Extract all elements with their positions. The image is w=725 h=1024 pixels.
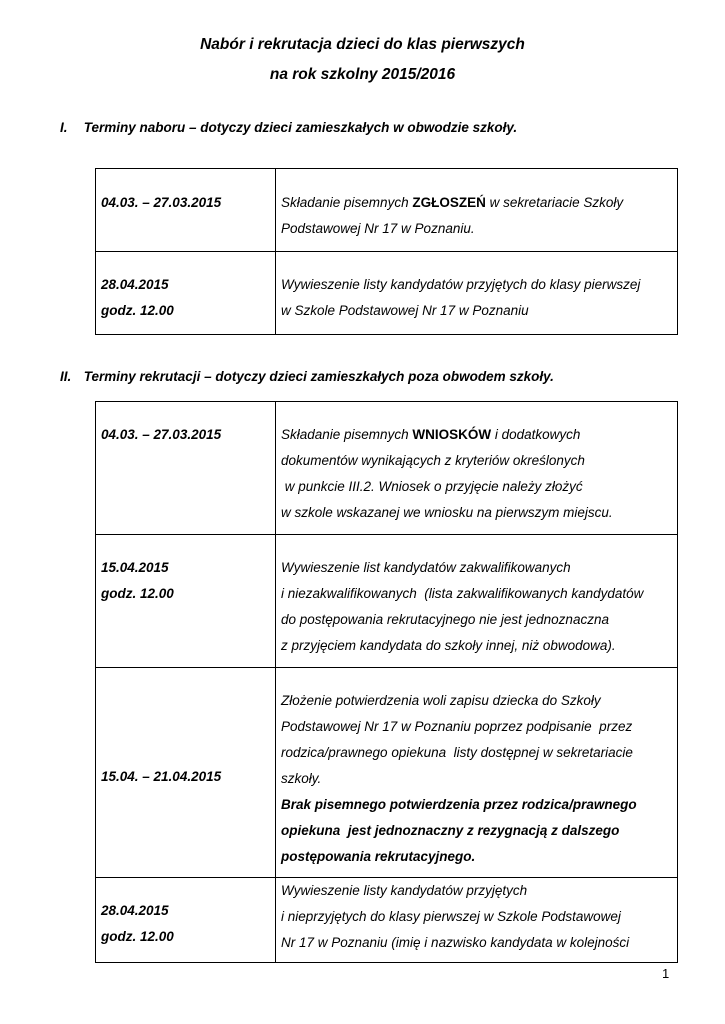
time: godz. 12.00	[101, 586, 174, 601]
date-cell	[96, 668, 276, 878]
date-range: 04.03. – 27.03.2015	[101, 427, 222, 442]
table-row	[96, 535, 678, 668]
document-title-line2: na rok szkolny 2015/2016	[269, 66, 456, 83]
date-range: 15.04. – 21.04.2015	[101, 769, 222, 784]
description-line: w szkole wskazanej we wniosku na pierwszym miejscu.	[281, 505, 613, 520]
section-1-heading	[60, 120, 517, 135]
description-line: Wywieszenie listy kandydatów przyjętych do klasy pierwszej	[281, 277, 641, 292]
section-2-heading	[60, 369, 554, 384]
section-2-number: II.	[60, 369, 72, 384]
table-row	[96, 252, 678, 335]
description-text: Składanie pisemnych	[281, 427, 413, 442]
date-cell	[96, 402, 276, 535]
description-cell	[276, 402, 678, 535]
description-cell	[276, 252, 678, 335]
description-text: i dodatkowych	[491, 427, 581, 442]
description-cell	[276, 878, 678, 963]
date-cell	[96, 878, 276, 963]
description-line: Nr 17 w Poznaniu (imię i nazwisko kandydata w kolejności	[281, 935, 630, 950]
table-row	[96, 668, 678, 878]
date-cell	[96, 535, 276, 668]
description-line: dokumentów wynikających z kryteriów określonych	[281, 453, 585, 468]
section-2-heading-text: Terminy rekrutacji – dotyczy dzieci zamieszkałych poza obwodem szkoły.	[83, 369, 554, 384]
date-range: 04.03. – 27.03.2015	[101, 195, 222, 210]
page-number: 1	[662, 966, 670, 981]
description-line: z przyjęciem kandydata do szkoły innej, niż obwodowa).	[281, 638, 616, 653]
description-text: w sekretariacie Szkoły	[485, 195, 624, 210]
description-line: w punkcie III.2. Wniosek o przyjęcie należy złożyć	[281, 479, 583, 494]
description-line: do postępowania rekrutacyjnego nie jest jednoznaczna	[281, 612, 609, 627]
time: godz. 12.00	[101, 303, 174, 318]
recruitment-terms-table-1	[95, 168, 678, 335]
description-line: w Szkole Podstawowej Nr 17 w Poznaniu	[281, 303, 529, 318]
warning-line: postępowania rekrutacyjnego.	[281, 849, 476, 864]
date: 28.04.2015	[101, 903, 169, 918]
table-row	[96, 402, 678, 535]
description-line: Podstawowej Nr 17 w Poznaniu poprzez podpisanie przez	[281, 719, 633, 734]
description-line: szkoły.	[281, 771, 322, 786]
description-line: Podstawowej Nr 17 w Poznaniu.	[281, 221, 475, 236]
description-line	[281, 422, 673, 448]
description-cell	[276, 535, 678, 668]
description-emphasis: WNIOSKÓW	[412, 427, 492, 442]
description-line: i niezakwalifikowanych (lista zakwalifikowanych kandydatów	[281, 586, 644, 601]
date: 28.04.2015	[101, 277, 169, 292]
description-line: i nieprzyjętych do klasy pierwszej w Szkole Podstawowej	[281, 909, 621, 924]
time: godz. 12.00	[101, 929, 174, 944]
description-cell	[276, 668, 678, 878]
description-line: Wywieszenie listy kandydatów przyjętych	[281, 883, 528, 898]
recruitment-terms-table-2	[95, 401, 678, 963]
description-cell	[276, 169, 678, 252]
description-line: Złożenie potwierdzenia woli zapisu dziecka do Szkoły	[281, 693, 601, 708]
document-title-line1: Nabór i rekrutacja dzieci do klas pierwszych	[200, 36, 525, 53]
date-cell	[96, 252, 276, 335]
warning-line: Brak pisemnego potwierdzenia przez rodzica/prawnego	[281, 797, 637, 812]
date-cell	[96, 169, 276, 252]
description-line: rodzica/prawnego opiekuna listy dostępnej w sekretariacie	[281, 745, 633, 760]
section-1-heading-text: Terminy naboru – dotyczy dzieci zamieszkałych w obwodzie szkoły.	[83, 120, 518, 135]
description-line	[281, 190, 673, 216]
table-row	[96, 169, 678, 252]
description-emphasis: ZGŁOSZEŃ	[412, 195, 486, 210]
section-1-number: I.	[60, 120, 68, 135]
table-row	[96, 878, 678, 963]
date: 15.04.2015	[101, 560, 169, 575]
description-text: Składanie pisemnych	[281, 195, 413, 210]
description-line: Wywieszenie list kandydatów zakwalifikowanych	[281, 560, 571, 575]
warning-line: opiekuna jest jednoznaczny z rezygnacją z dalszego	[281, 823, 620, 838]
